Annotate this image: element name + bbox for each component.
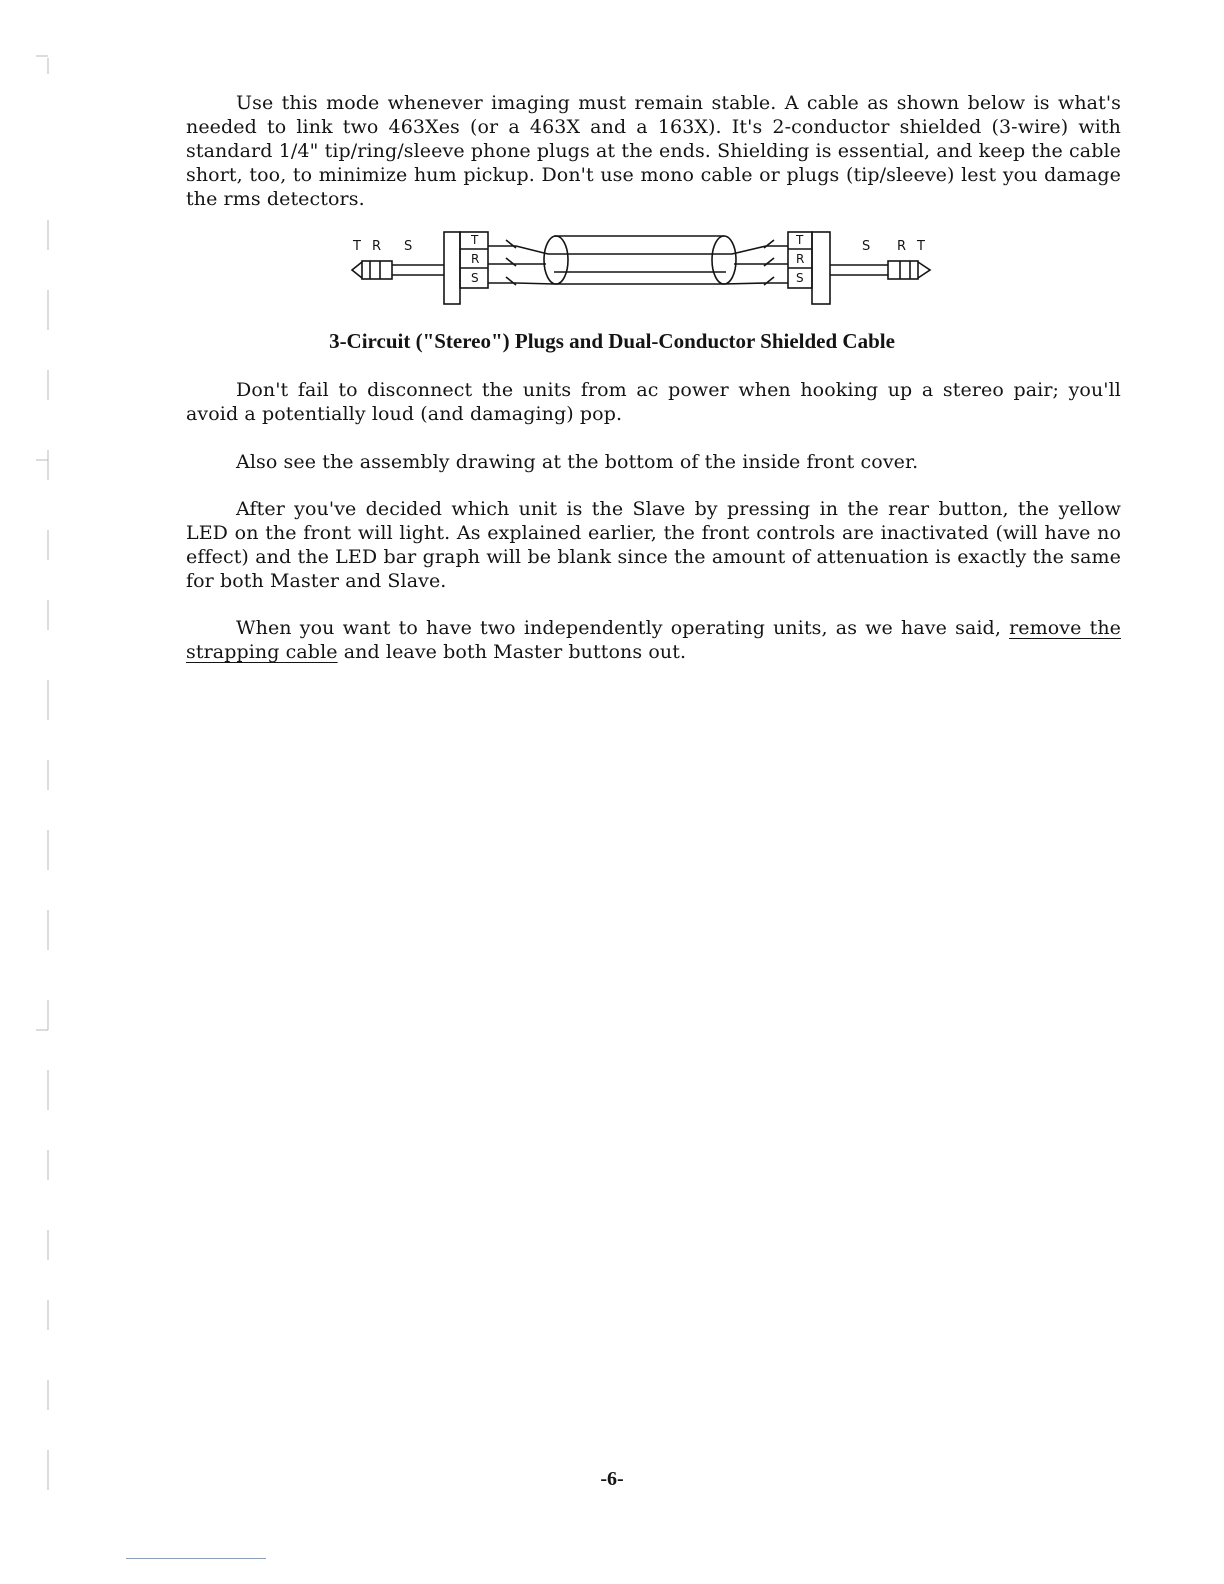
paragraph-text: When you want to have two independently operating units, as we have said, [236, 617, 1010, 639]
paragraph-assembly-note [186, 450, 1121, 474]
paragraph-text: Also see the assembly drawing at the bottom of the inside front cover. [236, 451, 919, 473]
right-plug-label-s: S [862, 239, 871, 254]
stereo-cable-diagram [340, 226, 940, 312]
scan-edge-line [126, 1558, 266, 1559]
paragraph-text: Use this mode whenever imaging must remain stable. A cable as shown below is what's needed to link two 463Xes (or a 463X and a 163X). It's 2-conductor shielded (3-wire) with standard 1/4" tip/ring/sleeve phone plugs at the ends. Shielding is essential, and keep the cable short, too, to minimize hum pickup. Don't use mono cable or plugs (tip/sleeve) lest you damage the rms detectors. [186, 92, 1121, 210]
left-plug-label-s: S [404, 239, 413, 254]
right-terminal-t: T [796, 233, 804, 247]
diagram-caption: 3-Circuit ("Stereo") Plugs and Dual-Conductor Shielded Cable [329, 329, 895, 353]
paragraph-slave-led [186, 497, 1121, 593]
left-terminal-r: R [471, 252, 480, 266]
paragraph-text: After you've decided which unit is the Slave by pressing in the rear button, the yellow LED on the front will light. As explained earlier, the front controls are inactivated (will have no effect) and the LED bar graph will be blank since the amount of attenuation is exactly the same for both Master and Slave. [186, 498, 1121, 592]
right-plug-label-r: R [897, 239, 907, 254]
margin-scan-marks [28, 50, 58, 1500]
right-plug-tip [918, 262, 930, 278]
left-plug-label-t: T [353, 239, 361, 254]
left-terminal-s: S [471, 271, 479, 285]
right-terminal-r: R [796, 252, 805, 266]
left-terminal-t: T [471, 233, 479, 247]
paragraph-text-end: and leave both Master buttons out. [337, 641, 687, 663]
page-number: -6- [600, 1468, 624, 1490]
left-plug-tip [352, 262, 362, 278]
right-plug-label-t: T [917, 239, 925, 254]
paragraph-independent-units [186, 616, 1121, 664]
paragraph-cable-intro [186, 91, 1121, 211]
paragraph-text: Don't fail to disconnect the units from ac power when hooking up a stereo pair; you'll avoid a potentially loud (and damaging) pop. [186, 379, 1121, 425]
right-terminal-s: S [796, 271, 804, 285]
underlined-instruction: remove the strapping cable [186, 617, 1121, 663]
left-plug-label-r: R [372, 239, 382, 254]
paragraph-disconnect-warning [186, 378, 1121, 426]
